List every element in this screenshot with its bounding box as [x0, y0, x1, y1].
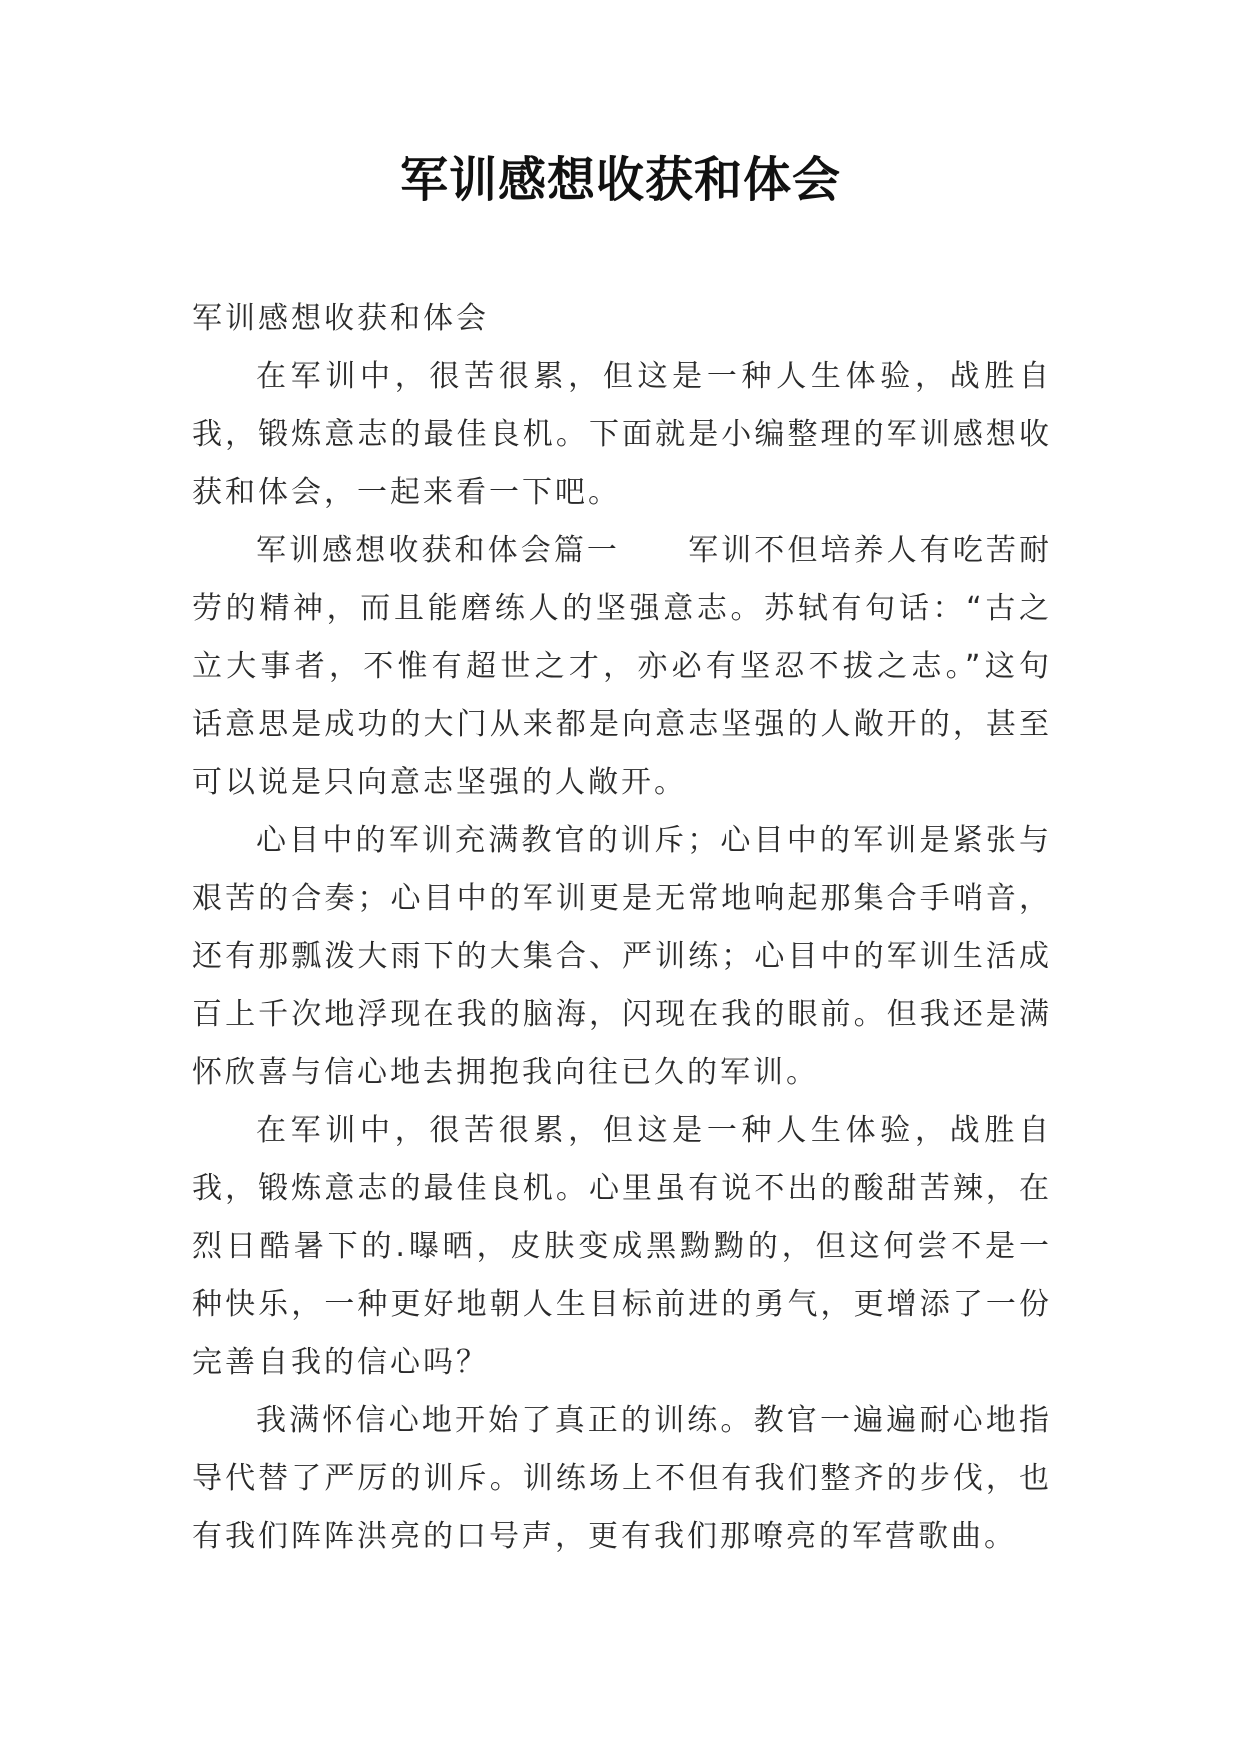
paragraph-training: 我满怀信心地开始了真正的训练。教官一遍遍耐心地指导代替了严厉的训斥。训练场上不但有我们整齐的步伐，也有我们阵阵洪亮的口号声，更有我们那嘹亮的军营歌曲。 [192, 1403, 1052, 1554]
paragraph-section-one [192, 522, 1052, 812]
document-title: 军训感想收获和体会 [399, 152, 841, 208]
paragraph-expectations: 心目中的军训充满教官的训斥；心目中的军训是紧张与艰苦的合奏；心目中的军训更是无常地响起那集合手哨音，还有那瓢泼大雨下的大集合、严训练；心目中的军训生活成百上千次地浮现在我的脑海，闪现在我的眼前。但我还是满怀欣喜与信心地去拥抱我向往已久的军训。 [192, 823, 1052, 1090]
section-one-text: 军训不但培养人有吃苦耐劳的精神，而且能磨练人的坚强意志。苏轼有句话：“古之立大事者，不惟有超世之才，亦必有坚忍不拔之志。”这句话意思是成功的大门从来都是向意志坚强的人敞开的，甚至可以说是只向意志坚强的人敞开。 [192, 533, 1052, 800]
document-body [192, 290, 1052, 1566]
paragraph-experience: 在军训中，很苦很累，但这是一种人生体验，战胜自我，锻炼意志的最佳良机。心里虽有说不出的酸甜苦辣，在烈日酷暑下的.曝晒，皮肤变成黑黝黝的，但这何尝不是一种快乐，一种更好地朝人生目标前进的勇气，更增添了一份完善自我的信心吗？ [192, 1113, 1052, 1380]
paragraph-intro: 在军训中，很苦很累，但这是一种人生体验，战胜自我，锻炼意志的最佳良机。下面就是小编整理的军训感想收获和体会，一起来看一下吧。 [192, 359, 1052, 510]
document-subtitle: 军训感想收获和体会 [192, 301, 489, 336]
section-heading: 军训感想收获和体会篇一 [256, 533, 620, 568]
